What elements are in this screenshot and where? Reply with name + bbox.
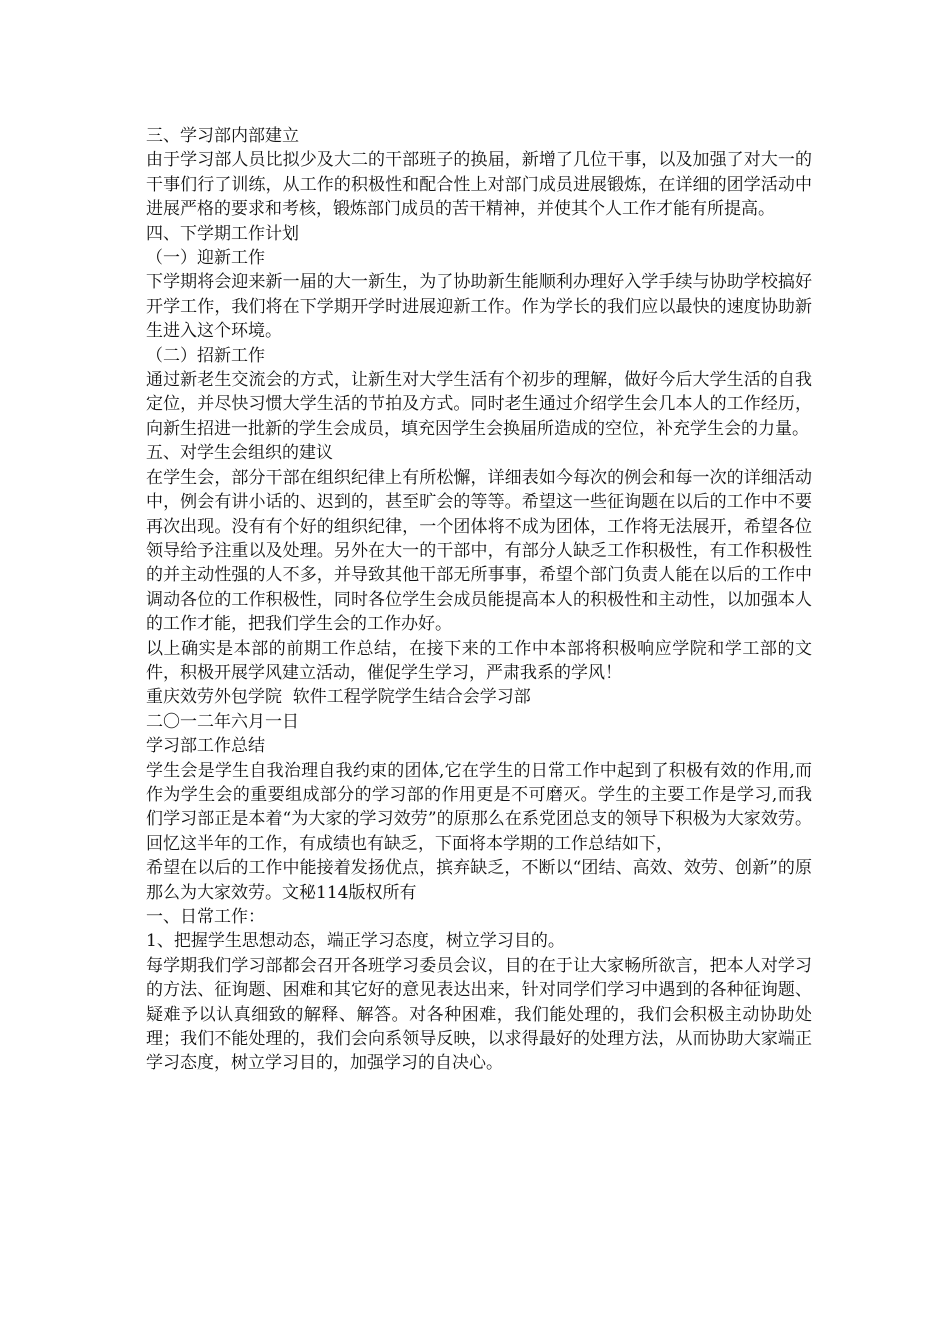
section-heading-four: 四、下学期工作计划: [146, 223, 299, 244]
paragraph-internal-building: 由于学习部人员比拟少及大二的干部班子的换届，新增了几位干事，以及加强了对大一的干事们行了训练，从工作的积极性和配合性上对部门成员进展锻炼，在详细的团学活动中进展严格的要求和考核，锻炼部门成员的苦干精神，并使其个人工作才能有所提高。: [146, 150, 812, 220]
item-heading-one: 1、把握学生思想动态，端正学习态度，树立学习目的。: [146, 931, 565, 952]
section-heading-one: 一、日常工作：: [146, 907, 265, 927]
paragraph-meetings: 每学期我们学习部都会召开各班学习委员会议，目的在于让大家畅所欲言，把本人对学习的方法、征询题、困难和其它好的意见表达出来，针对同学们学习中遇到的各种征询题、疑难予以认真细致的解释、解答。对各种困难，我们能处理的，我们会积极主动协助处理；我们不能处理的，我们会向系领导反映，以求得最好的处理方法，从而协助大家端正学习态度，树立学习目的，加强学习的自决心。: [146, 955, 812, 1074]
subheading-recruit: （二）招新工作: [146, 345, 265, 366]
paragraph-hope: 希望在以后的工作中能接着发扬优点，摈弃缺乏，不断以“团结、高效、效劳、创新”的原那么为大家效劳。文秘114版权所有: [146, 858, 812, 903]
paragraph-conclusion: 以上确实是本部的前期工作总结，在接下来的工作中本部将积极响应学院和学工部的文件，积极开展学风建立活动，催促学生学习，严肃我系的学风！: [146, 638, 812, 683]
paragraph-recruit: 通过新老生交流会的方式，让新生对大学生活有个初步的理解，做好今后大学生活的自我定位，并尽快习惯大学生活的节拍及方式。同时老生通过介绍学生会几本人的工作经历，向新生招进一批新的学生会成员，填充因学生会换届所造成的空位，补充学生会的力量。: [146, 370, 812, 439]
section-heading-three: 三、学习部内部建立: [146, 126, 299, 146]
document-title-summary: 学习部工作总结: [146, 736, 265, 757]
paragraph-welcome: 下学期将会迎来新一届的大一新生，为了协助新生能顺利办理好入学手续与协助学校搞好开学工作，我们将在下学期开学时进展迎新工作。作为学长的我们应以最快的速度协助新生进入这个环境。: [146, 272, 812, 342]
paragraph-intro: 学生会是学生自我治理自我约束的团体,它在学生的日常工作中起到了积极有效的作用,而作为学生会的重要组成部分的学习部的作用更是不可磨灭。学生的主要工作是学习,而我们学习部正是本着“为大家的学习效劳”的原那么在系党团总支的领导下积极为大家效劳。回忆这半年的工作，有成绩也有缺乏，下面将本学期的工作总结如下，: [146, 760, 812, 854]
subheading-welcome: （一）迎新工作: [146, 248, 265, 269]
paragraph-suggestions: 在学生会，部分干部在组织纪律上有所松懈，详细表如今每次的例会和每一次的详细活动中，例会有讲小话的、迟到的，甚至旷会的等等。希望这一些征询题在以后的工作中不要再次出现。没有有个好的组织纪律，一个团体将不成为团体，工作将无法展开，希望各位领导给予注重以及处理。另外在大一的干部中，有部分人缺乏工作积极性，有工作积极性的并主动性强的人不多，并导致其他干部无所事事，希望个部门负责人能在以后的工作中调动各位的工作积极性，同时各位学生会成员能提高本人的积极性和主动性，以加强本人的工作才能，把我们学生会的工作办好。: [146, 467, 812, 635]
document-body: [146, 124, 812, 1076]
signature-date: 二〇一二年六月一日: [146, 711, 299, 732]
section-heading-five: 五、对学生会组织的建议: [146, 443, 333, 464]
signature-organization: 重庆效劳外包学院 软件工程学院学生结合会学习部: [146, 687, 531, 708]
